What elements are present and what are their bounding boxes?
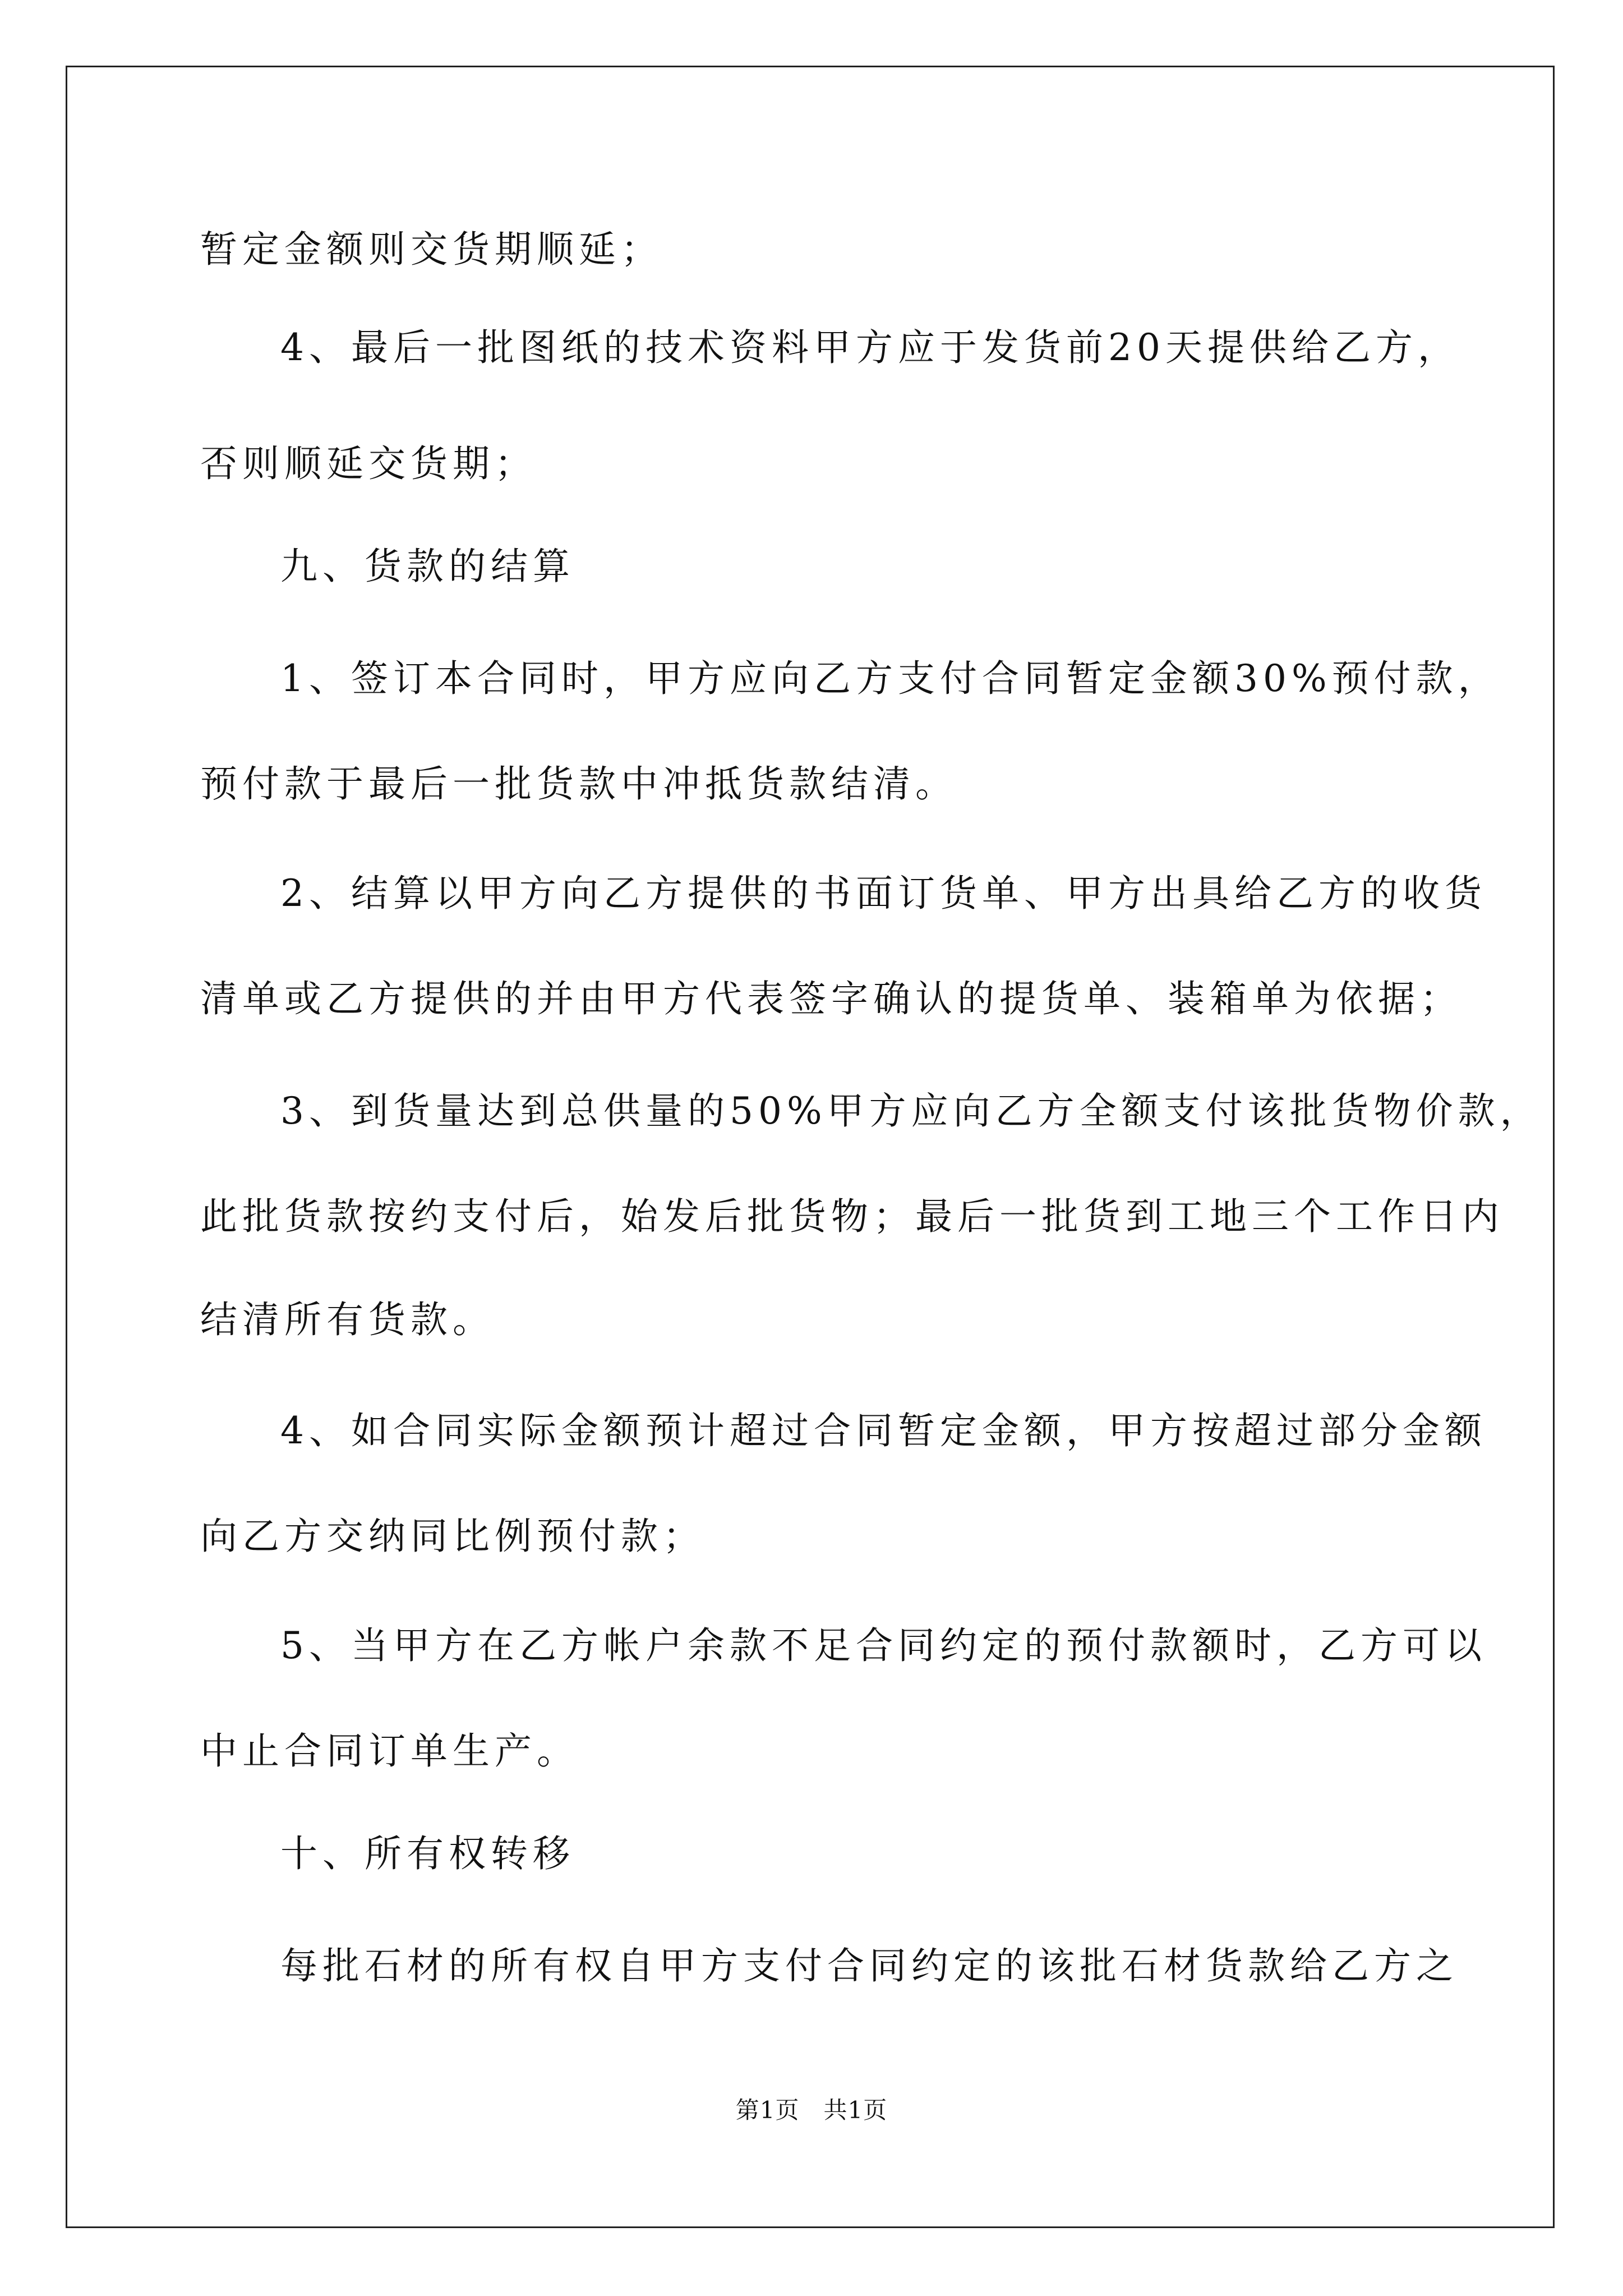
text-line: 4、如合同实际金额预计超过合同暂定金额，甲方按超过部分金额 [280,1409,1487,1452]
text-line: 5、当甲方在乙方帐户余款不足合同约定的预付款额时，乙方可以 [280,1624,1487,1667]
text-line: 1、签订本合同时，甲方应向乙方支付合同暂定金额30%预付款， [280,657,1500,700]
text-line: 预付款于最后一批货款中冲抵货款结清。 [200,762,957,806]
section-heading: 九、货款的结算 [280,545,575,588]
text-line: 结清所有货款。 [200,1298,495,1341]
text-line: 向乙方交纳同比例预付款； [200,1515,705,1558]
text-line: 4、最后一批图纸的技术资料甲方应于发货前20天提供给乙方， [280,326,1460,369]
page-number-footer: 第1页 共1页 [735,2096,888,2124]
text-line: 暂定金额则交货期顺延； [200,228,663,271]
text-line: 中止合同订单生产。 [200,1729,579,1773]
section-heading: 十、所有权转移 [280,1832,575,1875]
text-line: 清单或乙方提供的并由甲方代表签字确认的提货单、装箱单为依据； [200,977,1462,1020]
page-frame [66,66,1555,2228]
text-line: 3、到货量达到总供量的50%甲方应向乙方全额支付该批货物价款， [280,1089,1542,1133]
text-line: 否则顺延交货期； [200,442,537,485]
text-line: 2、结算以甲方向乙方提供的书面订货单、甲方出具给乙方的收货 [280,872,1487,915]
text-line: 每批石材的所有权自甲方支付合同约定的该批石材货款给乙方之 [280,1944,1458,1987]
text-line: 此批货款按约支付后，始发后批货物；最后一批货到工地三个工作日内 [200,1195,1504,1238]
